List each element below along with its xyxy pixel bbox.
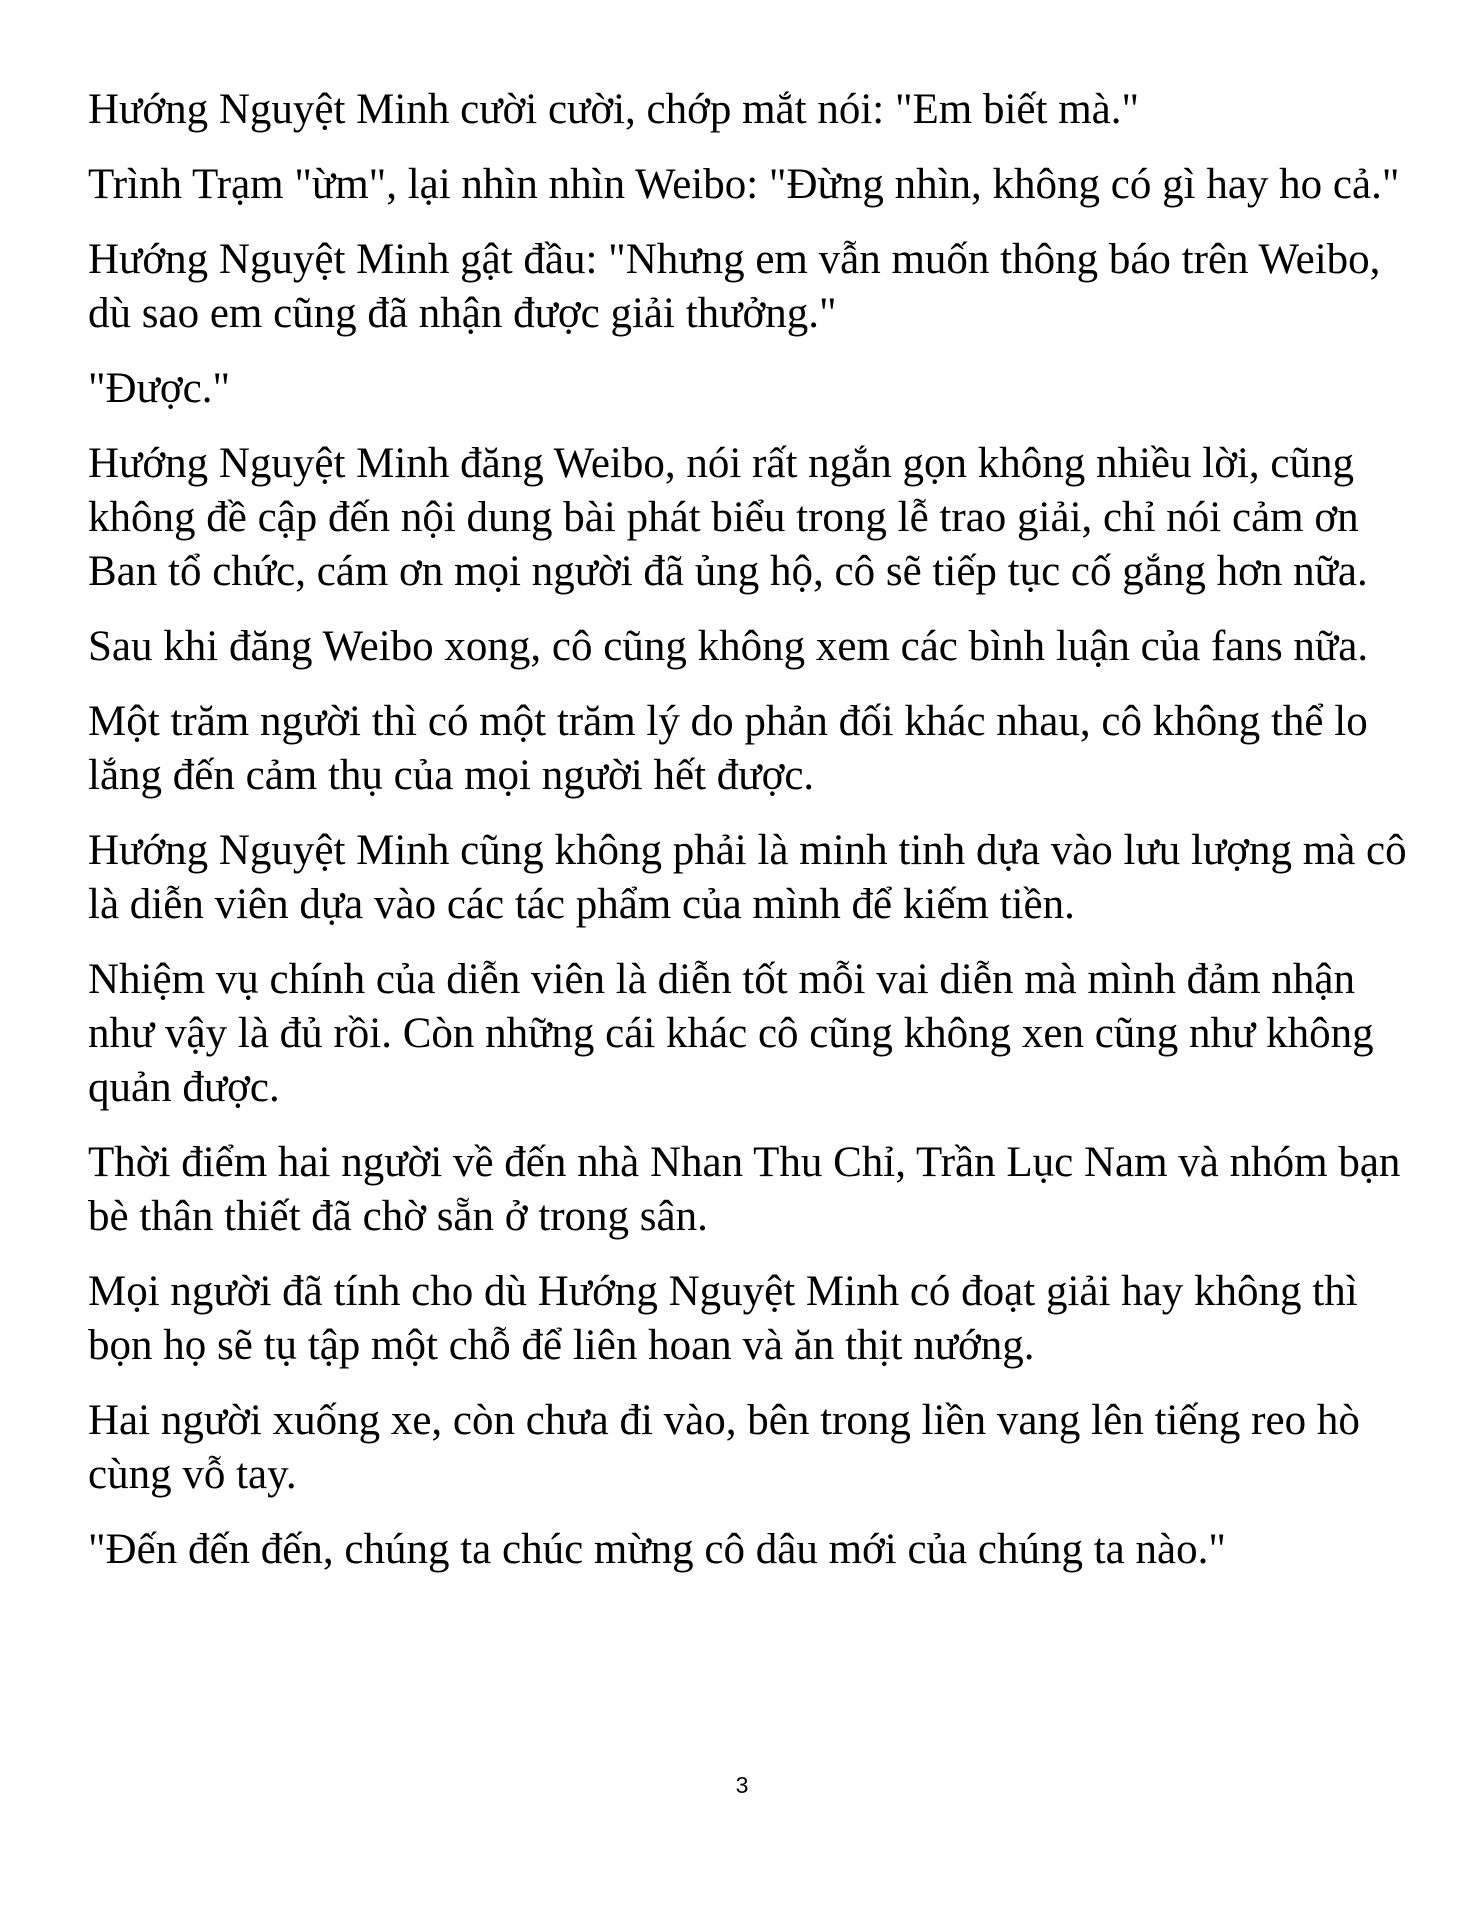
page-body-text [88, 83, 1408, 1598]
paragraph: Hướng Nguyệt Minh cũng không phải là minh tinh dựa vào lưu lượng mà cô là diễn viên dựa vào các tác phẩm của mình để kiếm tiền. [88, 827, 1407, 928]
paragraph: Mọi người đã tính cho dù Hướng Nguyệt Minh có đoạt giải hay không thì bọn họ sẽ tụ tập một chỗ để liên hoan và ăn thịt nướng. [88, 1268, 1358, 1369]
page-number: 3 [735, 1772, 749, 1798]
paragraph: Hai người xuống xe, còn chưa đi vào, bên trong liền vang lên tiếng reo hò cùng vỗ tay. [88, 1397, 1360, 1498]
paragraph: Nhiệm vụ chính của diễn viên là diễn tốt mỗi vai diễn mà mình đảm nhận như vậy là đủ rồi. Còn những cái khác cô cũng không xen cũng như không quản được. [88, 956, 1374, 1111]
paragraph: Hướng Nguyệt Minh cười cười, chớp mắt nói: "Em biết mà." [88, 86, 1140, 133]
paragraph: Trình Trạm "ừm", lại nhìn nhìn Weibo: "Đừng nhìn, không có gì hay ho cả." [88, 161, 1400, 208]
paragraph: Hướng Nguyệt Minh đăng Weibo, nói rất ngắn gọn không nhiều lời, cũng không đề cập đến nội dung bài phát biểu trong lễ trao giải, chỉ nói cảm ơn Ban tổ chức, cám ơn mọi người đã ủng hộ, cô sẽ tiếp tục cố gắng hơn nữa. [88, 440, 1368, 595]
paragraph: "Được." [88, 365, 231, 412]
paragraph: Một trăm người thì có một trăm lý do phản đối khác nhau, cô không thể lo lắng đến cảm thụ của mọi người hết được. [88, 698, 1368, 799]
paragraph: Thời điểm hai người về đến nhà Nhan Thu Chỉ, Trần Lục Nam và nhóm bạn bè thân thiết đã chờ sẵn ở trong sân. [88, 1139, 1401, 1240]
paragraph: "Đến đến đến, chúng ta chúc mừng cô dâu mới của chúng ta nào." [88, 1526, 1226, 1573]
paragraph: Hướng Nguyệt Minh gật đầu: "Nhưng em vẫn muốn thông báo trên Weibo, dù sao em cũng đã nhận được giải thưởng." [88, 236, 1381, 337]
paragraph: Sau khi đăng Weibo xong, cô cũng không xem các bình luận của fans nữa. [88, 623, 1369, 670]
